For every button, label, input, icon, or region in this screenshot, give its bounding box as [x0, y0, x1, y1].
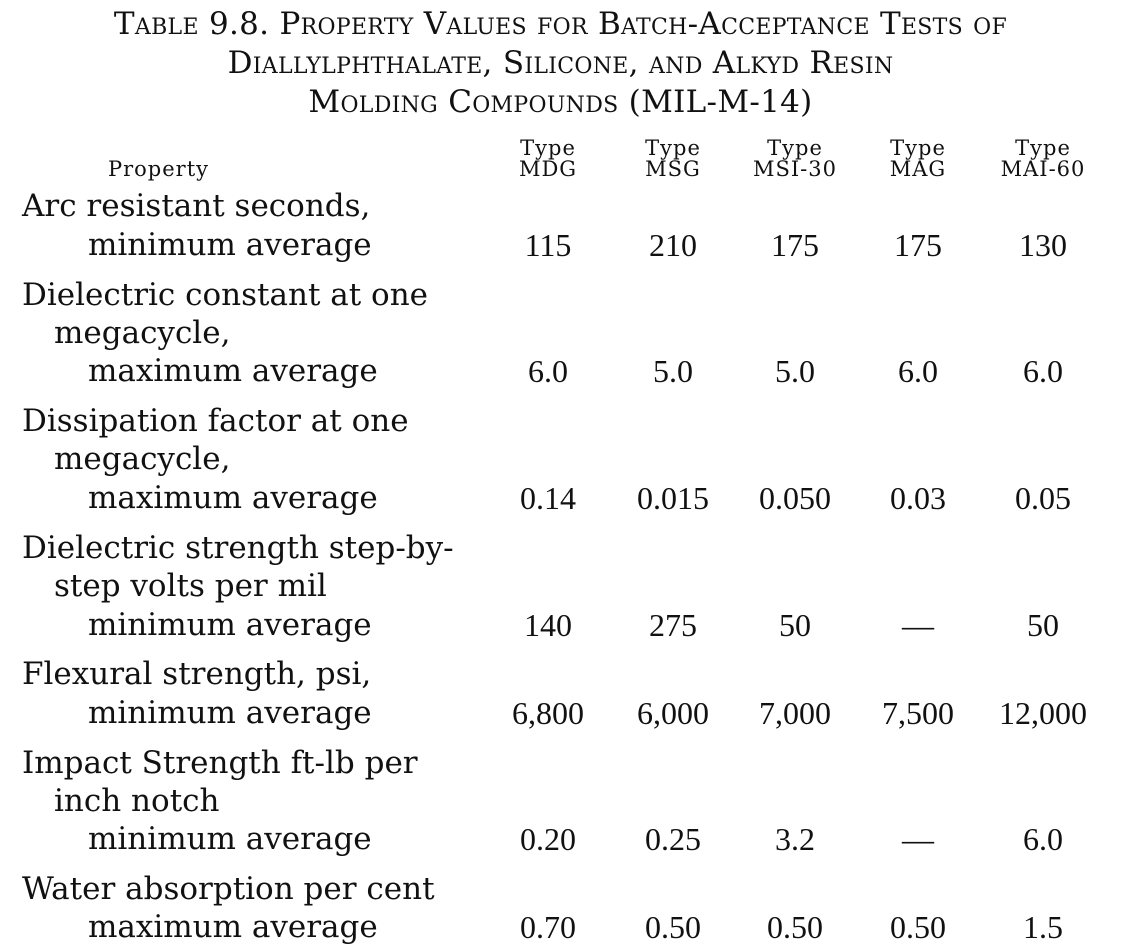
column-header-code: MSG [645, 157, 701, 181]
value-cell: 50 [779, 607, 811, 643]
value-cell: 5.0 [775, 353, 815, 389]
column-header-code: MAI-60 [1000, 157, 1086, 181]
column-header-type-label: Type [1015, 136, 1071, 160]
value-cell: 6.0 [1023, 821, 1063, 857]
column-header-type-label: Type [767, 136, 823, 160]
value-cell: 115 [524, 227, 572, 263]
value-cell: 3.2 [775, 821, 815, 857]
value-cell: 6.0 [528, 353, 568, 389]
column-header-code: MAG [889, 157, 947, 181]
value-cell: 0.05 [1015, 480, 1071, 516]
row-label-line: Impact Strength ft-lb per [22, 745, 418, 781]
value-cell: 6.0 [1023, 353, 1063, 389]
value-cell: 0.015 [637, 480, 709, 516]
property-column-header: Property [108, 157, 210, 181]
value-cell: 0.14 [520, 480, 576, 516]
value-cell: 5.0 [653, 353, 693, 389]
table-title-line-2: Diallylphthalate, Silicone, and Alkyd Resin [227, 45, 894, 81]
value-cell: 12,000 [999, 695, 1087, 731]
value-cell: 140 [524, 607, 572, 643]
value-cell: 6,800 [512, 695, 584, 731]
column-header-type-label: Type [645, 136, 701, 160]
value-cell: 1.5 [1023, 909, 1063, 945]
column-header-type-label: Type [520, 136, 576, 160]
table-title-line-1: Table 9.8. Property Values for Batch-Acceptance Tests of [113, 6, 1008, 42]
row-label-line: megacycle, [54, 315, 231, 351]
row-label-line: inch notch [54, 783, 220, 819]
row-label-line: Arc resistant seconds, [22, 188, 371, 224]
value-cell: 175 [771, 227, 819, 263]
row-label-line: maximum average [88, 909, 378, 945]
value-cell: 0.50 [890, 909, 946, 945]
row-label-line: minimum average [88, 607, 372, 643]
row-label-line: megacycle, [54, 441, 231, 477]
row-label-line: maximum average [88, 353, 378, 389]
value-cell: 0.50 [645, 909, 701, 945]
column-header-code: MSI-30 [752, 157, 837, 181]
value-cell: 275 [649, 607, 697, 643]
value-cell: — [902, 607, 934, 643]
row-label-line: minimum average [88, 227, 372, 263]
row-label-line: minimum average [88, 695, 372, 731]
value-cell: 0.50 [767, 909, 823, 945]
value-cell: 0.70 [520, 909, 576, 945]
value-cell: 7,500 [882, 695, 954, 731]
row-label-line: Dielectric constant at one [22, 277, 429, 313]
row-label-line: Flexural strength, psi, [22, 656, 372, 692]
value-cell: 130 [1019, 227, 1067, 263]
column-header-type-label: Type [890, 136, 946, 160]
value-cell: 6.0 [898, 353, 938, 389]
row-label-line: step volts per mil [54, 568, 327, 604]
row-label-line: minimum average [88, 821, 372, 857]
value-cell: 0.20 [520, 821, 576, 857]
value-cell: 0.25 [645, 821, 701, 857]
value-cell: 0.050 [759, 480, 831, 516]
table-title-line-3: Molding Compounds (MIL-M-14) [308, 84, 813, 120]
row-label-line: Dielectric strength step-by- [22, 530, 454, 566]
value-cell: 210 [649, 227, 697, 263]
value-cell: 175 [894, 227, 942, 263]
value-cell: 50 [1027, 607, 1059, 643]
row-label-line: Water absorption per cent [22, 871, 435, 907]
row-label-line: maximum average [88, 480, 378, 516]
value-cell: — [902, 821, 934, 857]
value-cell: 0.03 [890, 480, 946, 516]
row-label-line: Dissipation factor at one [22, 403, 409, 439]
column-header-code: MDG [518, 157, 578, 181]
value-cell: 7,000 [759, 695, 831, 731]
value-cell: 6,000 [637, 695, 709, 731]
